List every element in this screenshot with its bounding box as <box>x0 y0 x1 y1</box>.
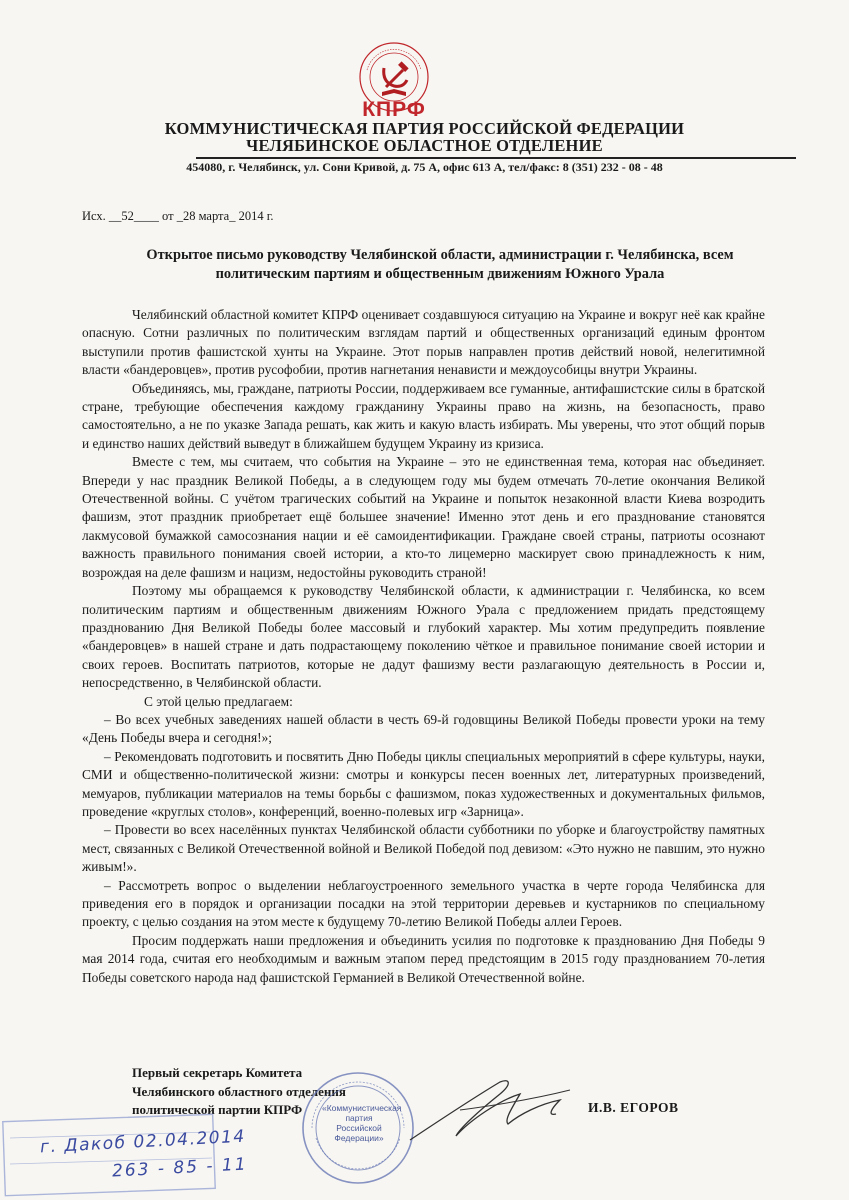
party-logo-text: КПРФ <box>362 98 426 121</box>
closing-paragraph: Просим поддержать наши предложения и объединить усилия по подготовке к празднованию Дня Победы 9 мая 2014 года, считая его необходимым и важным этапом перед предстоящим в 2015 году празднованием 70-летия Победы советского народа над фашистской Германией в Великой Отечественной войне. <box>82 932 765 985</box>
paragraph: Вместе с тем, мы считаем, что события на Украине – это не единственная тема, которая нас объединяет. Впереди у нас праздник Великой Победы, а в следующем году мы будем отмечать 70-летие окончания Великой Отечественной войны. С учётом трагических событий на Украине и попыток незаконной власти Киева возродить фашизм, этот праздник приобретает ещё большее значение! Именно этот день и его празднование становятся лакмусовой бумажкой самосознания нации и её самоидентификации. Граждане своей страны, патриоты осознают важность правильного понимания своей истории, а кто-то лицемерно маскирует свою принадлежность к ним, возрождая на деле фашизм и нацизм, недостойны руководить страной! <box>82 454 765 580</box>
handwritten-date-note: г. Дакоб 02.04.2014 <box>39 1126 247 1158</box>
org-address: 454080, г. Челябинск, ул. Сони Кривой, д. 75 А, офис 613 А, тел/факс: 8 (351) 232 - 08 - 48 <box>186 160 663 174</box>
outgoing-reference: Исх. __52____ от _28 марта_ 2014 г. <box>82 209 274 223</box>
header-divider <box>196 157 796 159</box>
signatory-line2: Челябинского областного отделения <box>132 1083 346 1099</box>
proposal-item: – Во всех учебных заведениях нашей области в честь 69-й годовщины Великой Победы провести уроки на тему «День Победы вчера и сегодня!»; <box>82 711 765 746</box>
proposal-item: – Рассмотреть вопрос о выделении неблагоустроенного земельного участка в черте города Челябинска для приведения его в порядок и организации посадки на этой территории деревьев и кустарников по специальному проекту, с целью создания на этом месте к будущему 70-летию Великой Победы аллеи Героев. <box>82 877 765 930</box>
org-name-line2: ЧЕЛЯБИНСКОЕ ОБЛАСТНОЕ ОТДЕЛЕНИЕ <box>246 136 603 155</box>
signatory-line1: Первый секретарь Комитета <box>132 1065 303 1080</box>
paragraph: Челябинский областной комитет КПРФ оценивает создавшуюся ситуацию на Украине и вокруг неё как крайне опасную. Сотни различных по политическим взглядам партий и общественных организаций единым фронтом выступили против фашистской хунты на Украине. Этот порыв направлен против действий новой, нелегитимной власти «бандеровцев», против русофобии, против нагнетания ненависти и междоусобицы внутри Украины. <box>82 307 765 378</box>
proposals-lead: С этой целью предлагаем: <box>144 693 293 709</box>
signatory-line3: политической партии КПРФ <box>132 1102 303 1117</box>
signatory-name: И.В. ЕГОРОВ <box>588 1100 679 1115</box>
handwritten-number-note: 263 - 85 - 11 <box>111 1154 249 1182</box>
proposal-item: – Провести во всех населённых пунктах Челябинской области субботники по уборке и благоустройству памятных мест, связанных с Великой Отечественной войной и Великой Победой под девизом: «Это нужно не павшим, это нужно живым!». <box>82 822 765 875</box>
org-name-line1: КОММУНИСТИЧЕСКАЯ ПАРТИЯ РОССИЙСКОЙ ФЕДЕРАЦИИ <box>164 119 685 138</box>
paragraph: Объединяясь, мы, граждане, патриоты России, поддерживаем все гуманные, антифашистские силы в братской стране, требующие обеспечения каждому гражданину Украины право на жизнь, на безопасность, право самостоятельно, а не по указке Запада решать, как жить и какую власть избирать. Мы уверены, что этот общий порыв и единство наших действий выведут в ближайшем будущем Украину из кризиса. <box>82 380 765 451</box>
handwritten-signature <box>400 1070 590 1150</box>
proposal-item: – Рекомендовать подготовить и посвятить Дню Победы циклы специальных мероприятий в сфере культуры, науки, СМИ и общественно-политической жизни: смотры и конкурсы песен военных лет, литературных произведений, мемуаров, публикации материалов на темы борьбы с фашизмом, показ художественных и документальных фильмов, проведение «круглых столов», конференций, военно-полевых игр «Зарница». <box>82 748 765 819</box>
paragraph: Поэтому мы обращаемся к руководству Челябинской области, к администрации г. Челябинска, ко всем политическим партиям и общественным движениям Южного Урала с предложением придать предстоящему празднованию Дня Великой Победы более массовый и глубокий характер. Мы хотим предупредить появление «бандеровцев» в нашей стране и дать подрастающему поколению чёткое и правильное понимание своей истории и своих героев. Воспитать патриотов, которые не дадут фашизму вести разлагающую деятельность в России и, непосредственно, в Челябинской области. <box>82 583 765 691</box>
seal-inner-text: «Коммунистическая партия Российской Федерации» <box>322 1103 402 1143</box>
letter-title: Открытое письмо руководству Челябинской области, администрации г. Челябинска, всем политическим партиям и общественным движениям Южного Урала <box>146 247 734 282</box>
letter-body <box>82 306 765 987</box>
incoming-registration-stamp-icon <box>0 1108 230 1200</box>
